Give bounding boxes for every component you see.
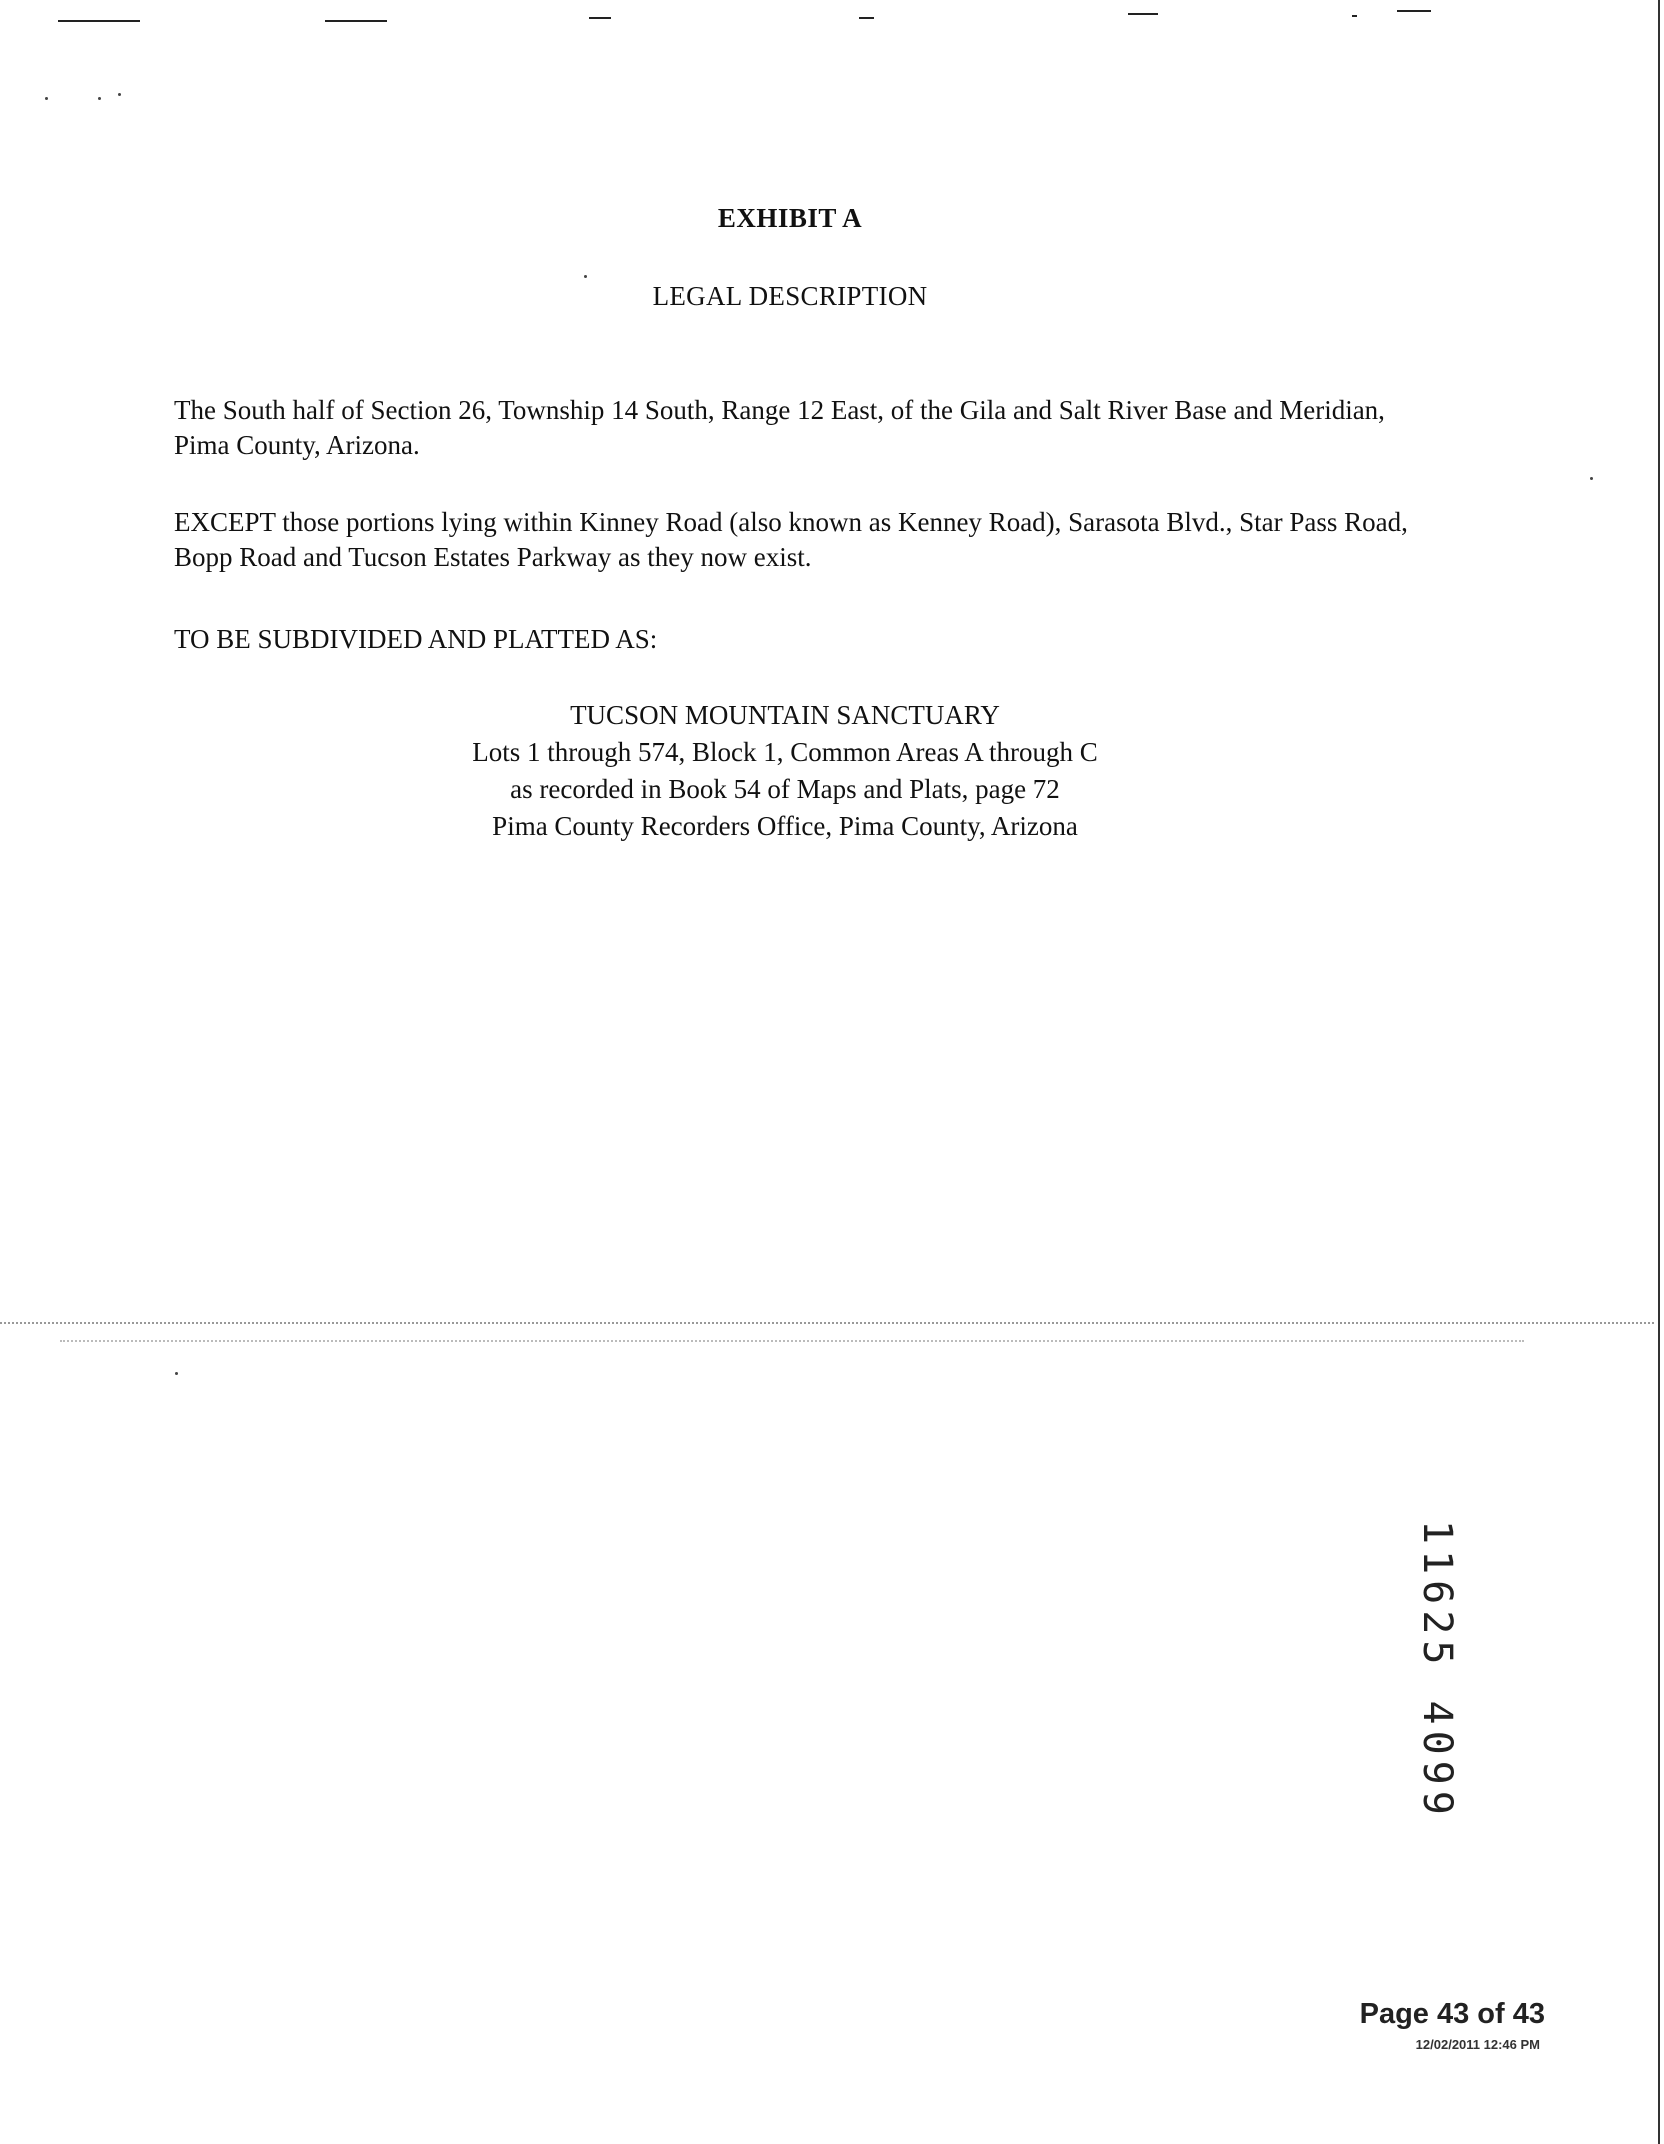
subdivision-block [0, 697, 1570, 845]
scan-dotted-line [0, 1322, 1654, 1324]
page-counter: Page 43 of 43 [1359, 1998, 1545, 2030]
section-title: LEGAL DESCRIPTION [652, 281, 928, 311]
page-edge-line [1658, 0, 1660, 2144]
subdivision-office: Pima County Recorders Office, Pima County, Arizona [492, 811, 1078, 841]
subdivision-recorded: as recorded in Book 54 of Maps and Plats, page 72 [510, 774, 1060, 804]
exhibit-title: EXHIBIT A [717, 203, 863, 233]
subdivision-intro: TO BE SUBDIVIDED AND PLATTED AS: [174, 624, 658, 654]
exception-paragraph: EXCEPT those portions lying within Kinney Road (also known as Kenney Road), Sarasota Blvd., Star Pass Road, Bopp Road and Tucson Estates Parkway as they now exist. [174, 507, 1408, 573]
scan-dotted-line [60, 1340, 1524, 1342]
recording-stamp: 11625 4099 [1414, 1520, 1460, 1821]
description-paragraph: The South half of Section 26, Township 14 South, Range 12 East, of the Gila and Salt River Base and Meridian, Pima County, Arizona. [174, 395, 1385, 461]
print-timestamp: 12/02/2011 12:46 PM [1415, 2037, 1540, 2052]
subdivision-lots: Lots 1 through 574, Block 1, Common Areas A through C [472, 737, 1098, 767]
subdivision-name: TUCSON MOUNTAIN SANCTUARY [570, 700, 1000, 730]
